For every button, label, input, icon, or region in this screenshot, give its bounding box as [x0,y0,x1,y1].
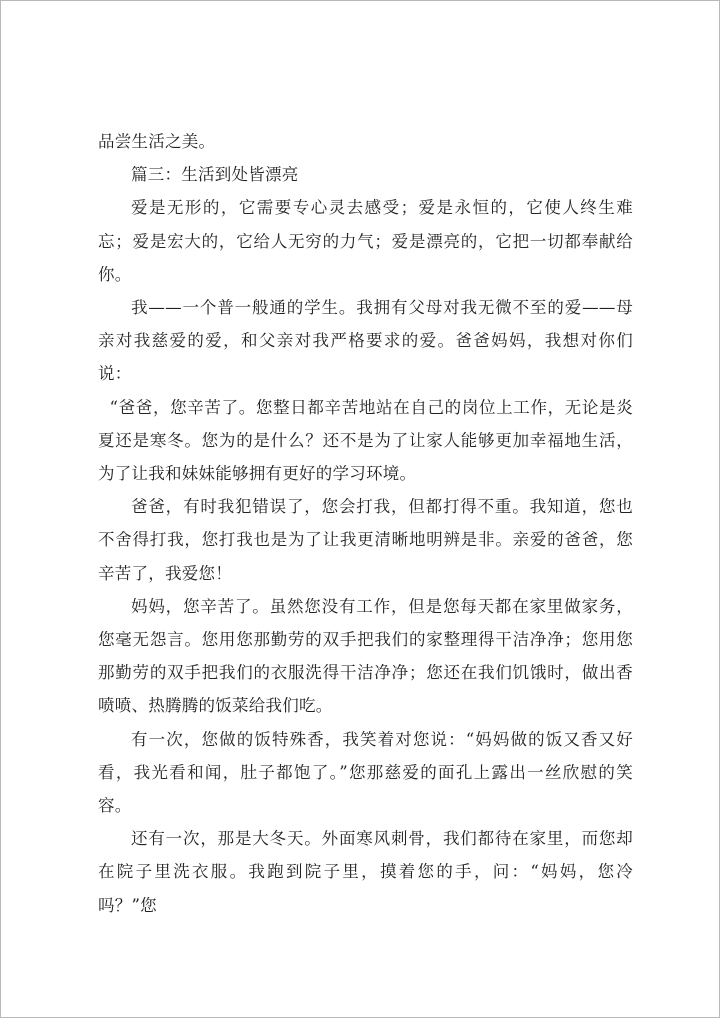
paragraph: 还有一次，那是大冬天。外面寒风刺骨，我们都待在家里，而您却在院子里洗衣服。我跑到院子里，摸着您的手，问：“妈妈，您冷吗？”您 [98,829,633,915]
document-body [98,125,633,922]
paragraph: 有一次，您做的饭特殊香，我笑着对您说：“妈妈做的饭又香又好看，我光看和闻，肚子都饱了。”您那慈爱的面孔上露出一丝欣慰的笑容。 [98,729,633,816]
paragraph-quote: “爸爸，您辛苦了。您整日都辛苦地站在自己的岗位上工作，无论是炎夏还是寒冬。您为的是什么？还不是为了让家人能够更加幸福地生活，为了让我和妹妹能够拥有更好的学习环境。 [98,397,633,484]
paragraph: 我——一个普一般通的学生。我拥有父母对我无微不至的爱——母亲对我慈爱的爱，和父亲对我严格要求的爱。爸爸妈妈，我想对你们说： [98,298,633,384]
paragraph: 爸爸，有时我犯错误了，您会打我，但都打得不重。我知道，您也不舍得打我，您打我也是为了让我更清晰地明辨是非。亲爱的爸爸，您辛苦了，我爱您！ [98,497,633,583]
section-heading: 篇三：生活到处皆漂亮 [131,165,299,185]
paragraph-continuation: 品尝生活之美。 [98,132,216,151]
paragraph: 爱是无形的，它需要专心灵去感受；爱是永恒的，它使人终生难忘；爱是宏大的，它给人无穷的力气；爱是漂亮的，它把一切都奉献给你。 [98,198,633,284]
paragraph: 妈妈，您辛苦了。虽然您没有工作，但是您每天都在家里做家务，您毫无怨言。您用您那勤劳的双手把我们的家整理得干洁净净；您用您那勤劳的双手把我们的衣服洗得干洁净净；您还在我们饥饿时，做出香喷喷、热腾腾的饭菜给我们吃。 [98,596,633,716]
